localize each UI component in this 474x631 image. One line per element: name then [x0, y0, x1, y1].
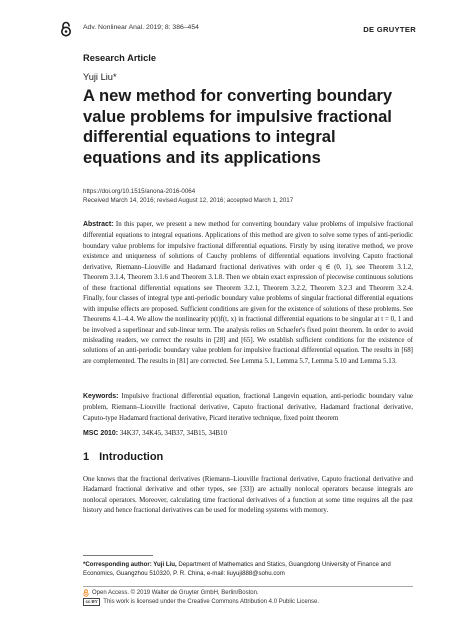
keywords-label: Keywords: — [83, 393, 119, 400]
journal-citation: Adv. Nonlinear Anal. 2019; 8: 386–454 — [83, 24, 199, 31]
intro-paragraph: One knows that the fractional derivatives (Riemann–Liouville fractional derivative, Caputo fractional derivative and Hadamard fractional derivative and other types, see [33]) are actually nonlocal operators because integrals are nonlocal operators. Moreover, calculating time fractional derivatives of a function at some time requires all the past history and hence fractional derivatives can be used for modeling systems with memory. — [83, 475, 413, 515]
abstract — [83, 219, 413, 366]
msc-label: MSC 2010: — [83, 430, 119, 437]
section-number: 1 — [83, 451, 90, 463]
footer-divider — [83, 586, 413, 587]
corresponding-author-label: *Corresponding author: Yuji Liu, — [83, 561, 177, 568]
section-title: Introduction — [99, 451, 164, 463]
abstract-text: In this paper, we present a new method for converting boundary value problems of impulsive fractional differential equations to integral equations. Applications of this method are given to solve some types of anti-periodic boundary value problems for impulsive fractional differential equations. Firstly by using iterative method, we prove existence and uniqueness of solutions of Cauchy problems of differential equations involving Caputo fractional derivative, Riemann–Liouville and Hadamard fractional derivatives with order q ∈ (0, 1), see Theorem 3.1.2, Theorem 3.1.4, Theorem 3.1.6 and Theorem 3.1.8. Then we obtain exact expression of piecewise continuous solutions of these fractional differential equations see Theorem 3.2.1, Theorem 3.2.2, Theorem 3.2.3 and Theorem 3.2.4. Finally, four classes of integral type anti-periodic boundary value problems of singular fractional differential equations with impulse effects are proposed. Sufficient conditions are given for the existence of solutions of these problems. See Theorems 4.1–4.4. We allow the nonlinearity p(t)f(t, x) in fractional differential equations to be singular at t = 0, 1 and be involved a superlinear and sub-linear term. The analysis relies on Schaefer's fixed point theorem. In order to avoid misleading readers, we correct the results in [28] and [65]. We establish sufficient conditions for the existence of solutions of an anti-periodic boundary value problem for impulsive fractional differential equation. The results in [68] are complemented. The results in [81] are corrected. See Lemma 5.1, Lemma 5.7, Lemma 5.10 and Lemma 5.13. — [83, 220, 414, 365]
creative-commons-badge-icon — [83, 598, 100, 607]
article-type: Research Article — [83, 53, 157, 63]
footnote-divider — [83, 555, 153, 556]
article-meta — [83, 187, 293, 205]
corresponding-author-note — [83, 560, 413, 578]
publisher-name: DE GRUYTER — [363, 25, 416, 34]
corresponding-author-details: Department of Mathematics and Statics, Guangdong University of Finance and Economics, Guangzhou 510320, P. R. China, e-mail: liuyuji888@sohu.com — [83, 561, 391, 578]
open-access-lock-icon — [83, 589, 89, 597]
open-access-statement: Open Access. © 2019 Walter de Gruyter GmbH, Berlin/Boston. — [92, 590, 259, 596]
section-heading — [83, 451, 163, 463]
author-list: Yuji Liu* — [83, 72, 117, 82]
keywords — [83, 391, 413, 423]
license-statement: This work is licensed under the Creative Commons Attribution 4.0 Public License. — [103, 598, 320, 605]
doi-link[interactable]: https://doi.org/10.1515/anona-2016-0064 — [83, 188, 196, 195]
cc-badge-text: cc — [85, 598, 91, 604]
license-row — [83, 598, 319, 607]
article-title: A new method for converting boundary value problems for impulsive fractional differential equations to integral equations and its applications — [83, 86, 393, 167]
msc-codes: 34K37, 34K45, 34B37, 34B15, 34B10 — [119, 429, 227, 437]
running-head — [83, 24, 199, 32]
open-access-lock-icon — [60, 21, 72, 37]
abstract-label: Abstract: — [83, 221, 114, 228]
msc-classification — [83, 429, 227, 437]
open-access-row — [83, 589, 319, 598]
copyright-footer — [83, 589, 319, 607]
article-dates: Received March 14, 2016; revised August 12, 2016; accepted March 1, 2017 — [83, 197, 294, 204]
keywords-text: Impulsive fractional differential equation, fractional Langevin equation, anti-periodic boundary value problem, Riemann–Liouville fractional derivative, Caputo fractional derivative, Hadamard fractional derivative, Caputo-type Hadamard fractional derivative, Picard iterative technique, fixed point theorem — [83, 392, 413, 422]
by-badge-text: BY — [91, 598, 98, 604]
